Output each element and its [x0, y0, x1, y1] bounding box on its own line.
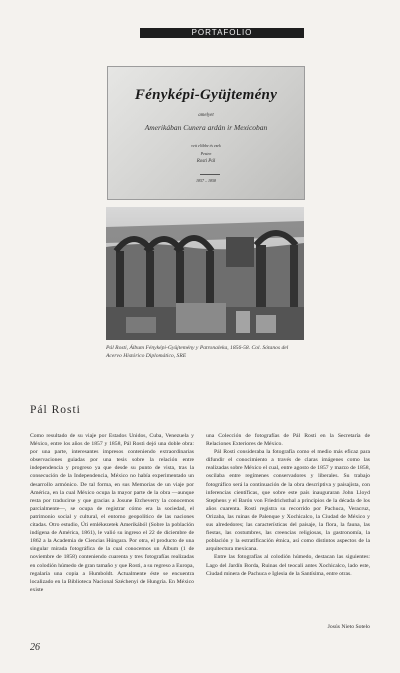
album-line-1: amelyet — [198, 113, 214, 118]
article-column-right — [206, 432, 370, 578]
right-paragraph-2: Pál Rosti consideraba la fotografía como el medio más eficaz para difundir el conocimiento a través de claras imágenes como las realizadas sobre México el cual, entre agosto de 1857 y marzo de 1858, oscilaba entre regímenes conservadores y liberales. Su trabajo fotográfico será la continuación de la obra descriptiva y paisajista, con inferencias científicas, que sobre este país inauguraran John Lloyd Stephens y el Barón von Friedrichsthal a principios de la década de los años cuarenta. Rosti registra su recorrido por Pachuca, Veracruz, Orizaba, las ruinas de Palenque y Xochicalco, la Ciudad de México y sus alrededores; las características del paisaje, la flora, la fauna, las fiestas, las costumbres, las creencias religiosas, la gastronomía, la población y la estratificación étnica, así como distintos aspectos de la arquitectura mexicana. — [206, 449, 370, 553]
album-line-4: Pesten — [200, 151, 212, 156]
album-line-5: Rosti Pál — [196, 159, 216, 164]
album-line-3: vett előbbe és ezek — [191, 143, 221, 148]
article-signature: Josús Nieto Sotelo — [327, 624, 370, 630]
left-paragraph-1: Como resultado de su viaje por Estados Unidos, Cuba, Venezuela y México, entre los años de 1857 y 1858, Pál Rosti dejó una doble obra: por una parte, interesantes impresos conteniendo extraordinarias observaciones guiadas por una tesis sobre la relación entre independencia y progreso ya que desde su punto de vista, tras la consecución de la Independencia, México no había experimentado un desarrollo armónico. De tal forma, en sus Memorias de un viaje por América, en la cual México ocupa la mayor parte de la obra —aunque resta por traducirse y que gracias a Josune Etcheverry la conocemos parcialmente—, se ocupa de registrar cómo era la sociedad, el patrimonio social y cultural, el entorno geopolítico de las naciones citadas. Otro estudio, Úti emlékezetek Amerikából (Sobre la población indígena de América, 1861), le valió su ingreso el 22 de diciembre de 1862 a la Academia de Ciencias Húngara. Por otra, el producto de una singular mirada fotográfica de la cual conocemos un Álbum (1 de noviembre de 1858) conteniendo cuarenta y tres fotografías realizadas en colodión húmedo de gran tamaño y que Rosti, a su regreso a Europa, regalaría una copia a Humboldt. Actualmente éste se encuentra localizado en la Biblioteca Nacional Széchenyi de Hungría. En México existe — [30, 433, 194, 593]
article-column-left — [30, 432, 194, 594]
album-title: Fényképi-Gyüjtemény — [134, 87, 278, 103]
album-cover-photo — [107, 66, 305, 200]
section-banner: PORTAFOLIO — [140, 28, 304, 38]
ruins-landscape-image — [106, 207, 304, 340]
right-paragraph-1: una Colección de fotografías de Pál Rosti en la Secretaría de Relaciones Exteriores de México. — [206, 433, 370, 448]
article-author-heading: Pál Rosti — [30, 404, 81, 416]
ruins-photo — [106, 207, 304, 340]
album-line-6: 1857 – 1858 — [196, 178, 216, 183]
page-number: 26 — [30, 642, 40, 653]
album-line-2: Amerikában Cunera ardán ir Mexicoban — [144, 123, 268, 132]
right-paragraph-3: Entre las fotografías al colodión húmedo, destacan las siguientes: Lago del Jardín Borda, Ruinas del teocali antes Xochicalco, lado este, Ciudad minera de Pachuca e Iglesia de la Santísima, entre otras. — [206, 554, 370, 577]
album-divider — [200, 174, 220, 175]
photo-caption: Pál Rosti, Álbum Fényképi-Gyüjtemény y Patronaleka, 1856-58. Col. Sótanos del Acervo Histórico Diplomático, SRE — [106, 345, 289, 359]
